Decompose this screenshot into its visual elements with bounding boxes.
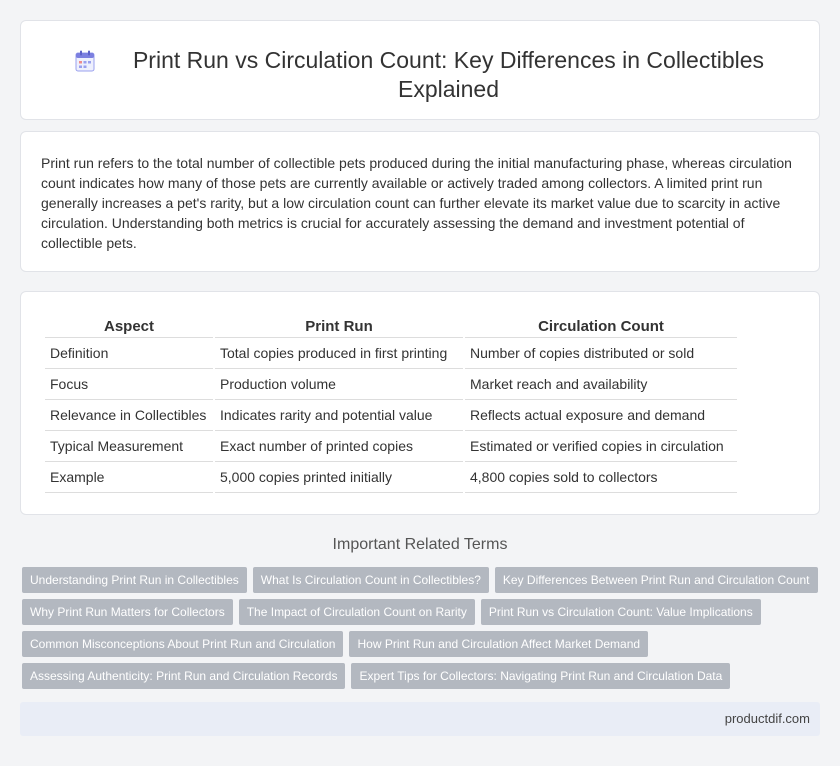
tag-row	[22, 599, 822, 625]
page-title: Print Run vs Circulation Count: Key Differences in Collectibles Explained	[132, 47, 765, 102]
table-cell: Estimated or verified copies in circulation	[465, 431, 737, 462]
table-cell: Focus	[45, 369, 213, 400]
tag-row	[22, 631, 822, 657]
comparison-card	[20, 291, 820, 515]
table-cell: 4,800 copies sold to collectors	[465, 462, 737, 493]
table-cell: Production volume	[215, 369, 463, 400]
related-term-link[interactable]: What Is Circulation Count in Collectibles?	[253, 567, 489, 593]
related-term-link[interactable]: Print Run vs Circulation Count: Value Implications	[481, 599, 761, 625]
tag-row	[22, 567, 822, 593]
related-term-link[interactable]: Common Misconceptions About Print Run and Circulation	[22, 631, 343, 657]
table-row	[45, 369, 737, 400]
table-row	[45, 338, 737, 369]
calendar-icon	[75, 50, 95, 72]
intro-paragraph: Print run refers to the total number of collectible pets produced during the initial manufacturing phase, whereas circulation count indicates how many of those pets are currently available or actively traded among collectors. A limited print run generally increases a pet's rarity, but a low circulation count can further elevate its market value due to scarcity in active circulation. Understanding both metrics is crucial for accurately assessing the demand and investment potential of collectible pets.	[41, 155, 792, 251]
table-cell: Total copies produced in first printing	[215, 338, 463, 369]
related-terms-heading: Important Related Terms	[332, 536, 508, 553]
table-cell: Relevance in Collectibles	[45, 400, 213, 431]
footer-site-name: productdif.com	[724, 711, 810, 726]
intro-card	[20, 131, 820, 272]
table-cell: Market reach and availability	[465, 369, 737, 400]
related-term-link[interactable]: How Print Run and Circulation Affect Market Demand	[349, 631, 648, 657]
table-row	[45, 462, 737, 493]
related-term-link[interactable]: Why Print Run Matters for Collectors	[22, 599, 233, 625]
title-wrap	[21, 46, 821, 104]
header-circulation-count: Circulation Count	[465, 316, 737, 338]
table-cell: 5,000 copies printed initially	[215, 462, 463, 493]
related-term-link[interactable]: Understanding Print Run in Collectibles	[22, 567, 247, 593]
table-cell: Definition	[45, 338, 213, 369]
table-cell: Indicates rarity and potential value	[215, 400, 463, 431]
tag-row	[22, 663, 822, 689]
header-print-run: Print Run	[215, 316, 463, 338]
header-aspect: Aspect	[45, 316, 213, 338]
table-cell: Exact number of printed copies	[215, 431, 463, 462]
related-term-link[interactable]: The Impact of Circulation Count on Rarity	[239, 599, 475, 625]
header-card	[20, 20, 820, 120]
table-cell: Number of copies distributed or sold	[465, 338, 737, 369]
table-header-row	[45, 316, 737, 338]
table-cell: Typical Measurement	[45, 431, 213, 462]
table-cell: Reflects actual exposure and demand	[465, 400, 737, 431]
footer	[20, 702, 820, 736]
table-row	[45, 400, 737, 431]
related-terms-list	[22, 567, 822, 695]
related-term-link[interactable]: Assessing Authenticity: Print Run and Circulation Records	[22, 663, 345, 689]
related-term-link[interactable]: Expert Tips for Collectors: Navigating Print Run and Circulation Data	[351, 663, 730, 689]
related-term-link[interactable]: Key Differences Between Print Run and Circulation Count	[495, 567, 818, 593]
comparison-table	[43, 316, 739, 493]
table-row	[45, 431, 737, 462]
table-cell: Example	[45, 462, 213, 493]
